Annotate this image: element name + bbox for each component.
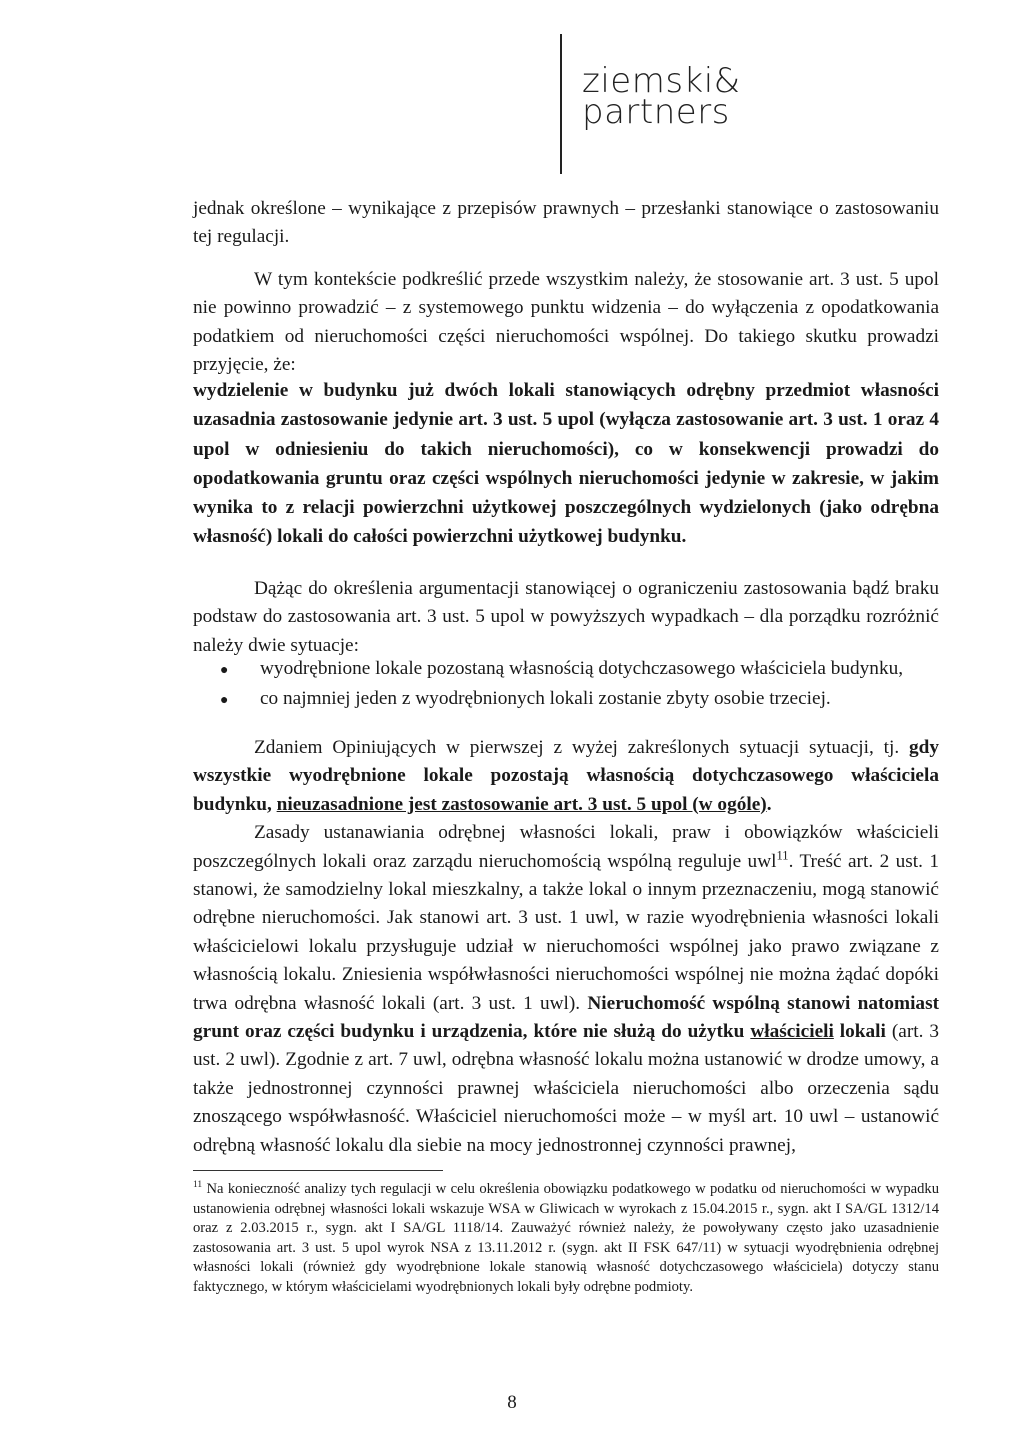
footnote-text [193,1180,939,1297]
bullet-text: co najmniej jeden z wyodrębnionych lokali zostanie zbyty osobie trzeciej. [260,688,831,710]
paragraph-6-bold: Nieruchomość wspólną stanowi natomiast grunt oraz części budynku i urządzenia, które nie służą do użytku [193,992,939,1043]
logo-line-1: ziemski& [582,61,741,101]
paragraph-5-intro: Zdaniem Opiniujących w pierwszej z wyżej zakreślonych sytuacji sytuacji, tj. [254,737,909,758]
paragraph-1 [193,195,939,252]
paragraph-2-text: W tym kontekście podkreślić przede wszystkim należy, że stosowanie art. 3 ust. 5 upol nie powinno prowadzić – z systemowego punktu widzenia – do wyłączenia z opodatkowania podatkiem od nieruchomości części nieruchomości wspólnej. Do takiego skutku prowadzi przyjęcie, że: [193,269,939,376]
paragraph-6-body: . Treść art. 2 ust. 1 stanowi, że samodzielny lokal mieszkalny, a także lokal o innym przeznaczeniu, mogą stanowić odrębne nieruchomości. Jak stanowi art. 3 ust. 1 uwl, w razie wyodrębnienia własności lokali właścicielowi lokalu przysługuje udział w nieruchomości wspólnej jako prawo związane z własnością lokalu. Zniesienia współwłasności nieruchomości wspólnej nie można żądać dopóki trwa odrębna własność lokali (art. 3 ust. 1 uwl). [193,850,939,1014]
bullet-icon: ● [220,663,229,678]
paragraph-5-text [193,734,939,819]
paragraph-4-text: Dążąc do określenia argumentacji stanowiącej o ograniczeniu zastosowania bądź braku podstaw do zastosowania art. 3 ust. 5 upol w powyższych wypadkach – dla porządku rozróżnić należy dwie sytuacje: [193,578,939,656]
bullet-item [220,685,940,715]
paragraph-5-underlined: nieuzasadnione jest zastosowanie art. 3 ust. 5 upol (w ogóle) [276,793,767,815]
bullet-item [220,655,940,685]
footnote-ref[interactable]: 11 [776,848,789,863]
footnote-number: 11 [193,1180,203,1191]
bullet-text: wyodrębnione lokale pozostaną własnością dotychczasowego właściciela budynku, [260,658,904,679]
paragraph-3-text: wydzielenie w budynku już dwóch lokali stanowiących odrębny przedmiot własności uzasadnia zastosowanie jedynie art. 3 ust. 5 upol (wyłącza zastosowanie art. 3 ust. 1 oraz 4 upol w odniesieniu do takich nieruchomości), co w konsekwencji prowadzi do opodatkowania gruntu oraz części wspólnych nieruchomości jedynie w zakresie, w jakim wynika to z relacji powierzchni użytkowej poszczególnych wydzielonych (jako odrębna własność) lokali do całości powierzchni użytkowej budynku. [193,380,939,548]
paragraph-5 [193,734,939,1160]
footnote-divider [193,1170,443,1171]
page-number: 8 [507,1392,517,1413]
paragraph-6-underlined: właścicieli [750,1021,834,1043]
paragraph-6-rest: (art. 3 ust. 2 uwl). Zgodnie z art. 7 uwl, odrębna własność lokalu można ustanowić w drodze umowy, a także jednostronnej czynności prawnej właściciela nieruchomości albo orzeczenia sądu znoszącego współwłasność. Właściciel nieruchomości może – w myśl art. 10 uwl – ustanowić odrębną własność lokalu dla siebie na mocy jednostronnej czynności prawnej, [193,1021,940,1156]
paragraph-5-end: . [766,793,772,815]
paragraph-6-text [193,819,939,1160]
footnote [193,1180,939,1297]
paragraph-1-text: jednak określone – wynikające z przepisów prawnych – przesłanki stanowiące o zastosowaniu tej regulacji. [193,198,939,248]
bullet-icon: ● [220,693,229,709]
paragraph-5-bold: gdy wszystkie wyodrębnione lokale pozostają własnością dotychczasowego właściciela budynku, [193,737,939,815]
paragraph-2 [193,266,939,380]
logo-line-2: partners [582,92,730,132]
logo-divider [560,34,562,174]
company-logo [582,61,741,132]
paragraph-6-bold-end: lokali [833,1021,886,1043]
footnote-body: Na konieczność analizy tych regulacji w celu określenia obowiązku podatkowego w podatku od nieruchomości w wypadku ustanowienia odrębnej własności lokali wskazuje WSA w Gliwicach w wyrokach z 15.04.2015 r., sygn. akt I SA/GL 1312/14 oraz z 2.03.2015 r., sygn. akt I SA/GL 1118/14. Zauważyć również należy, że powoływany często jako uzasadnienie zastosowania art. 3 ust. 5 upol wyrok NSA z 13.11.2012 r. (sygn. akt II FSK 647/11) w sytuacji wyodrębnienia odrębnej własności lokali (również gdy wyodrębnione lokale stanowią własność dotychczasowego właściciela) dotyczy stanu faktycznego, w którym właścicielami wyodrębnionych lokali były odrębne podmioty. [193,1181,939,1295]
bullet-list [220,655,940,716]
paragraph-6-intro: Zasady ustanawiania odrębnej własności lokali, praw i obowiązków właścicieli poszczególnych lokali oraz zarządu nieruchomością wspólną reguluje uwl [193,822,939,872]
paragraph-4 [193,575,939,660]
paragraph-3-bold [193,376,939,552]
